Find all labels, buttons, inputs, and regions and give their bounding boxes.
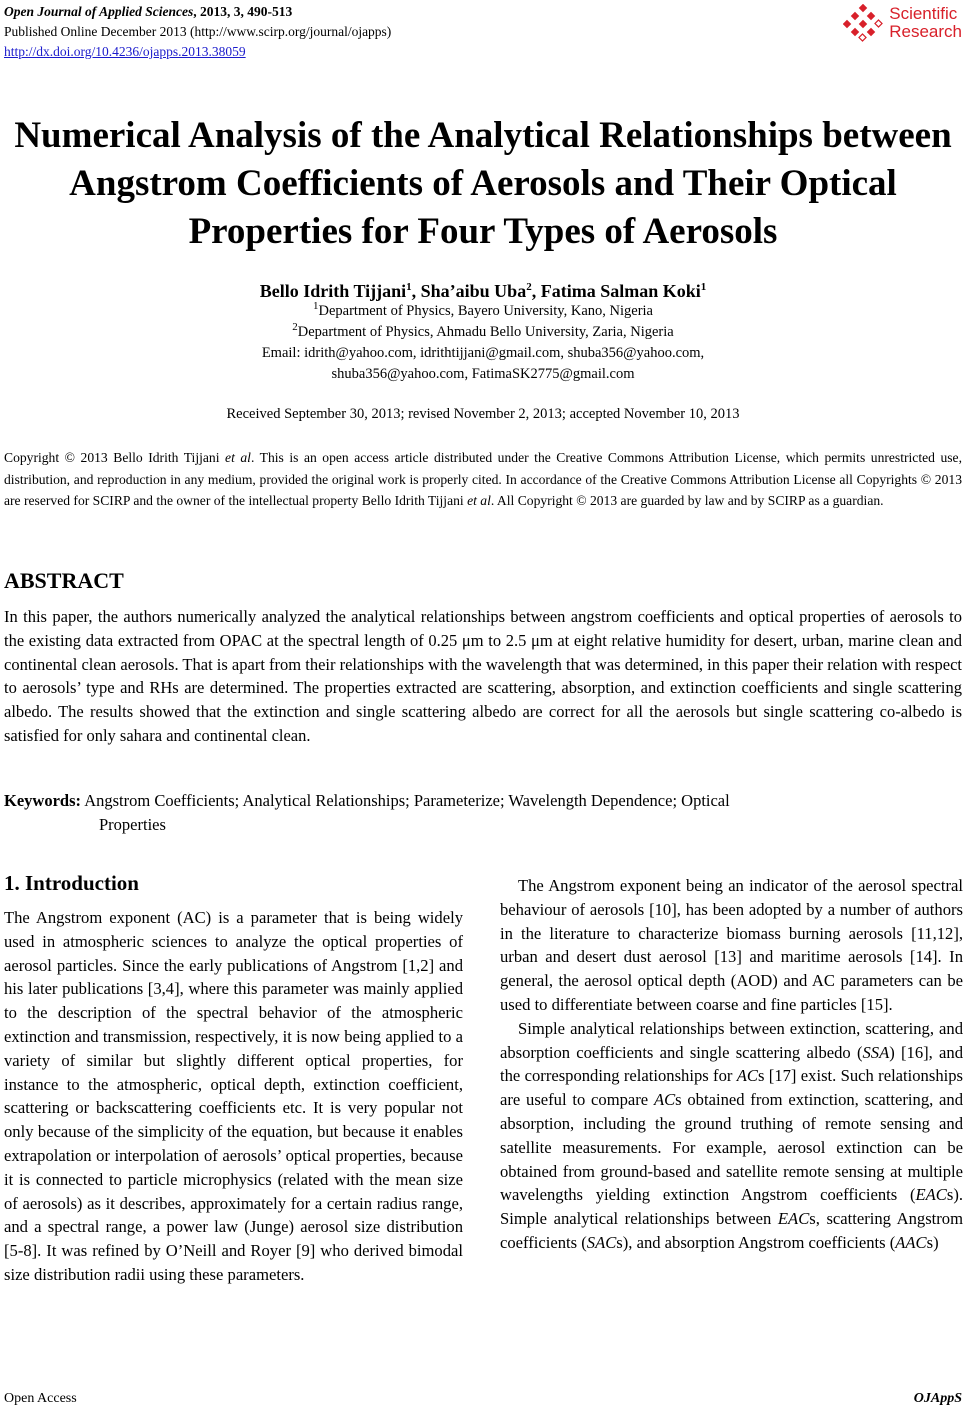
p3-aac: AAC [895,1232,927,1252]
title-line-2: Angstrom Coefficients of Aerosols and Their Optical [69,163,897,204]
paper-title [0,112,966,256]
author-list: Bello Idrith Tijjani$^1$, Sha’aibu Uba$^2$, Fatima Salman Koki$^1$ [259,281,707,301]
footer-journal-abbrev: OJAppS [913,1391,962,1406]
publisher-logo [843,4,962,42]
p3-eac-1: EAC [915,1185,947,1205]
p3-text-h: s) [926,1232,939,1252]
affiliation-1-text: Department of Physics, Bayero University, Kano, Nigeria [318,303,653,319]
p3-text-a: Simple analytical relationships between extinction, scattering, and absorption coefficients and single scattering albedo ( [500,1018,963,1062]
journal-header [4,2,391,62]
journal-citation [4,2,391,22]
keywords-label: Keywords: [4,791,81,810]
received-dates: Received September 30, 2013; revised November 2, 2013; accepted November 10, 2013 [226,406,740,422]
author-2-sup: 2 [526,281,532,293]
p3-ssa: SSA [862,1042,890,1062]
email-line-1: Email: idrith@yahoo.com, idrithtijjani@gmail.com, shuba356@yahoo.com, [261,345,705,361]
author-3-sup: 1 [700,281,707,293]
copyright-text-2: . This is an open access article distributed under the Creative Commons Attribution License, which permits unrestricted use, distribution, and reproduction in any medium, provided the original work is properly cited. In accordance of the Creative Commons Attribution License all Copyrights © 2013 are reserved for SCIRP and the owner of the intellectual property Bello Idrith Tijjani [4,450,962,508]
copyright-etal-1: et al [225,450,251,465]
p3-text-c: s [17] exist. Such relationships are useful to compare [500,1066,963,1110]
intro-paragraph-2: The Angstrom exponent being an indicator of the aerosol spectral behaviour of aerosols [10], has been adopted by a number of authors in the literature to characterize biomass burning aerosols [11,12], urban and desert dust aerosol [13] and maritime aerosols [14]. In general, the aerosol optical depth (AOD) and AC parameters can be used to differentiate between coarse and fine particles [15]. [500,876,963,1014]
p3-text-d: s obtained from extinction, scattering, and absorption, including the ground truthing of remote sensing and satellite measurements. For example, aerosol extinction can be obtained from ground-based and satellite remote sensing at multiple wavelengths yielding extinction Angstrom coefficients ( [500,1090,963,1205]
title-line-1: Numerical Analysis of the Analytical Relationships between [14,115,952,156]
footer-open-access: Open Access [4,1391,77,1406]
p3-text-b: ) [16], and the corresponding relationships for [500,1042,963,1086]
section-heading-introduction: 1. Introduction [4,871,139,895]
p3-sac: SAC [586,1232,617,1252]
affiliation-1 [0,301,966,322]
logo-line-1: Scientific [889,4,958,23]
published-line: Published Online December 2013 (http://www.scirp.org/journal/ojapps) [4,24,392,39]
p3-ac-1: AC [736,1066,758,1086]
intro-paragraph-3 [500,1017,963,1255]
abstract-body: In this paper, the authors numerically analyzed the analytical relationships between angstrom coefficients and optical properties of aerosols to the existing data extracted from OPAC at the spectral length of 0.25 μm to 2.5 μm at eight relative humidity for desert, urban, marine clean and continental clean aerosols. That is apart from their relationships with the wavelength that was determined, in this paper their relation with respect to aerosols’ type and RHs are determined. The properties extracted are scattering, absorption, and extinction coefficients and single scattering albedo. The results showed that the extinction and single scattering albedo are correct for all the aerosols but single scattering co-albedo is satisfied for only sahara and continental clean. [4,607,962,745]
copyright-text-1: Copyright © 2013 Bello Idrith Tijjani [4,450,226,465]
keywords [4,789,962,837]
email-line-2: shuba356@yahoo.com, FatimaSK2775@gmail.com [331,366,635,382]
right-column [500,874,963,1255]
affiliation-2 [0,322,966,343]
author-1: Bello Idrith Tijjani [259,281,407,301]
p3-eac-2: EAC [777,1209,810,1229]
doi-link[interactable]: http://dx.doi.org/10.4236/ojapps.2013.38059 [4,44,246,59]
author-1-sup: 1 [406,281,412,293]
copyright-text-3: . All Copyright © 2013 are guarded by law and by SCIRP as a guardian. [490,493,884,508]
scirp-logo-icon [843,4,883,42]
author-3: Fatima Salman Koki [540,281,701,301]
affiliation-2-sup: 2 [292,321,298,334]
keywords-line-1: Angstrom Coefficients; Analytical Relationships; Parameterize; Wavelength Dependence; Optical [81,791,730,810]
p3-ac-2: AC [653,1090,676,1110]
journal-volume: , 2013, 3, 490-513 [193,4,293,19]
author-2: Sha’aibu Uba [420,281,527,301]
copyright-etal-2: et al [467,493,491,508]
copyright-notice [4,447,962,512]
abstract-heading: ABSTRACT [4,568,124,593]
p3-text-e: s). Simple analytical relationships between [500,1185,963,1229]
journal-name: Open Journal of Applied Sciences [4,4,194,19]
affiliation-2-text: Department of Physics, Ahmadu Bello University, Zaria, Nigeria [297,324,674,340]
intro-paragraph-1: The Angstrom exponent (AC) is a parameter that is being widely used in atmospheric sciences to analyze the optical properties of aerosol particles. Since the early publications of Angstrom [1,2] and his later publications [3,4], where this parameter was mainly applied to the description of the spectral behavior of the atmospheric extinction and transmission, respectively, it is now being applied to a variety of similar but slightly different optical properties, for instance to the atmospheric, optical depth, extinction coefficient, scattering or backscattering coefficients etc. It is very popular not only because of the simplicity of the equation, but because it enables extrapolation or interpolation of aerosols’ optical properties, because it is connected to particle microphysics (related with the mean size of aerosols) as it describes, approximately for a certain radius range, and a spectral range, a power law (Junge) aerosol size distribution [5-8]. It was refined by O’Neill and Royer [9] who derived bimodal size distribution radii using these parameters. [4,908,463,1284]
logo-line-2: Research [889,22,962,41]
title-line-3: Properties for Four Types of Aerosols [188,211,778,252]
keywords-line-2: Properties [99,815,166,834]
affiliation-1-sup: 1 [313,300,319,313]
p3-text-f: s, scattering Angstrom coefficients ( [500,1209,963,1252]
p3-text-g: s), and absorption Angstrom coefficients ( [616,1232,896,1252]
left-column [4,906,463,1287]
